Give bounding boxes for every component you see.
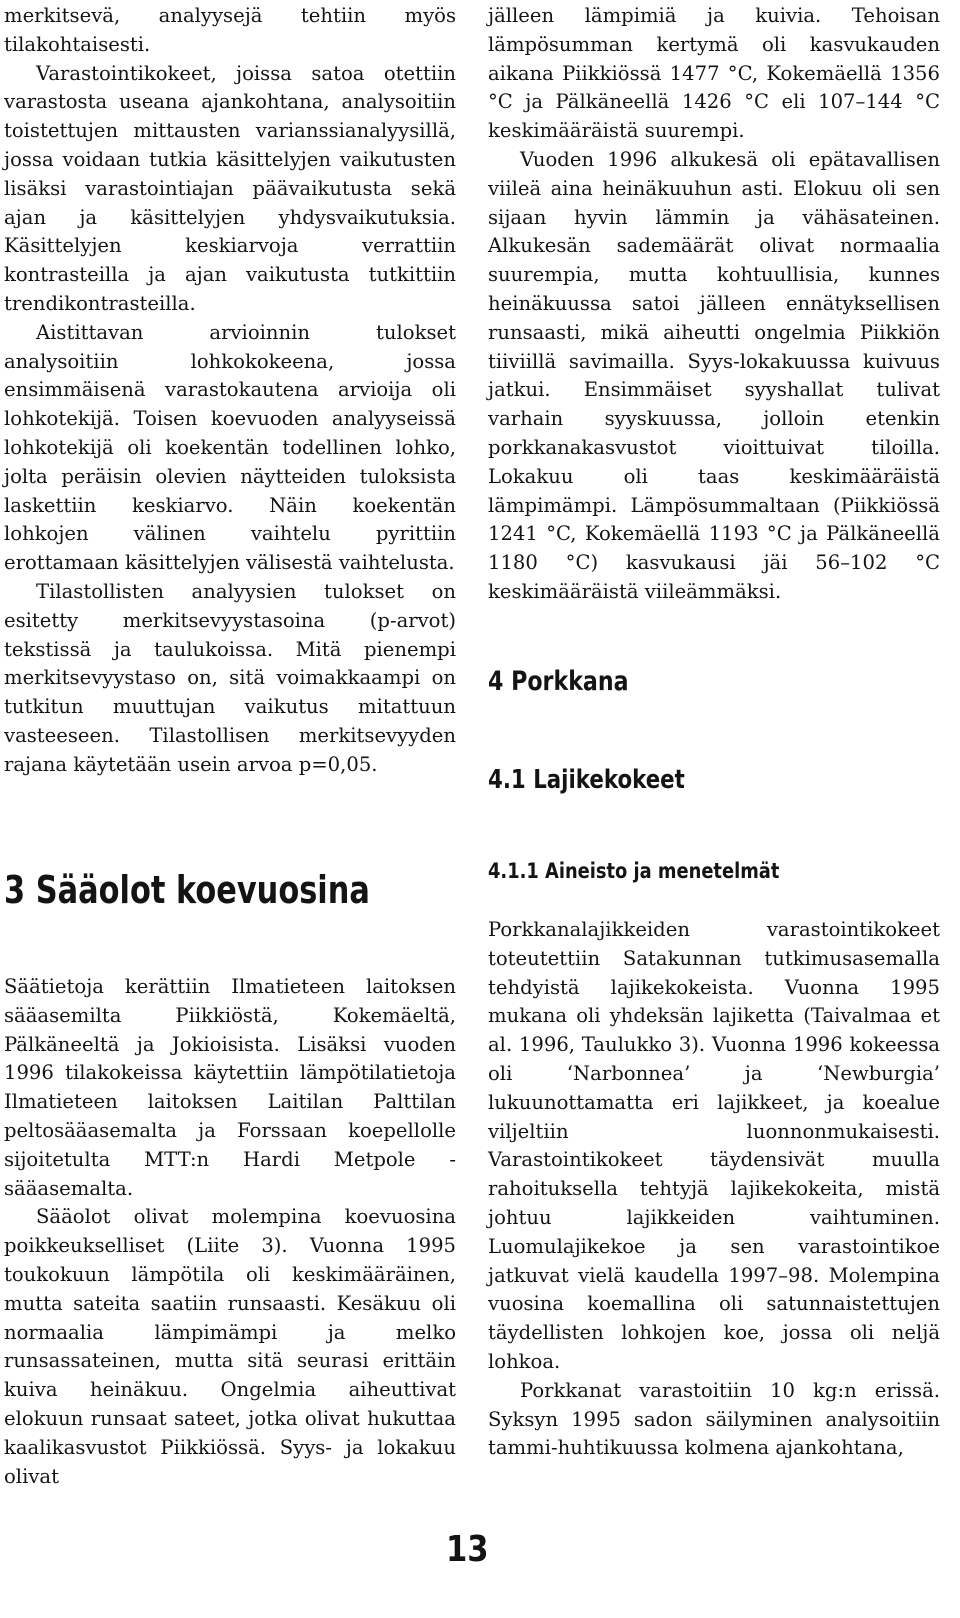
section-3-body [4,973,456,1491]
subsection-heading-4-1: 4.1 Lajikekokeet [488,765,685,795]
section-heading-3: 3 Sääolot koevuosina [4,868,370,912]
paragraph: Varastointikokeet, joissa satoa otettiin varastosta useana ajankohtana, analysoitiin toistettujen mittausten varianssianalyysillä, jossa voidaan tutkia käsittelyjen vaikutusten lisäksi varastointiajan päävaikutusta sekä ajan ja käsittelyjen yhdysvaikutuksia. Käsittelyjen keskiarvoja verrattiin kontrasteilla ja ajan vaikutusta tutkittiin trendikontrasteilla. [4,61,456,315]
paragraph: jälleen lämpimiä ja kuivia. Tehoisan lämpösumman kertymä oli kasvukauden aikana Piikkiössä 1477 °C, Kokemäellä 1356 °C ja Pälkäneellä 1426 °C eli 107–144 °C keskimääräistä suurempi. [488,4,940,143]
paragraph: Sääolot olivat molempina koevuosina poikkeukselliset (Liite 3). Vuonna 1995 toukokuun lämpötila oli keskimääräinen, mutta sateita saatiin runsaasti. Kesäkuu oli normaalia lämpimämpi ja melko runsassateinen, mutta sitä seurasi erittäin kuiva heinäkuu. Ongelmia aiheuttivat elokuun runsaat sateet, jotka olivat hukuttaa kaalikasvustot Piikkiössä. Syys- ja lokakuu olivat [4,1205,456,1488]
paragraph: Aistittavan arvioinnin tulokset analysoitiin lohkokokeena, jossa ensimmäisenä varastokautena arvioija oli lohkotekijä. Toisen koevuoden analyyseissä lohkotekijä oli koekentän todellinen lohko, jolta peräisin olevien näytteiden tuloksista laskettiin keskiarvo. Näin koekentän lohkojen välinen vaihtelu pyrittiin erottamaan käsittelyjen välisestä vaihtelusta. [4,320,456,575]
paragraph: Vuoden 1996 alkukesä oli epätavallisen viileä aina heinäkuuhun asti. Elokuu oli sen sijaan hyvin lämmin ja vähäsateinen. Alkukesän sademäärät olivat normaalia suurempia, mutta kohtuullisia, kunnes heinäkuussa satoi jälleen ennätyksellisen runsaasti, mikä aiheutti ongelmia Piikkiön tiiviillä savimailla. Syys-lokakuussa kuivuus jatkui. Ensimmäiset syyshallat tulivat varhain syyskuussa, jolloin etenkin porkkanakasvustot vioittuivat tiloilla. Lokakuu oli taas keskimääräistä lämpimämpi. Lämpösummaltaan (Piikkiössä 1241 °C, Kokemäellä 1193 °C ja Pälkäneellä 1180 °C) kasvukausi jäi 56–102 °C keskimääräistä viileämmäksi. [488,147,940,603]
paragraph: Säätietoja kerättiin Ilmatieteen laitoksen sääasemilta Piikkiöstä, Kokemäeltä, Pälkäneeltä ja Jokioisista. Lisäksi vuoden 1996 tilakokeissa käytettiin lämpötilatietoja Ilmatieteen laitoksen Laitilan Palttilan peltosääasemalta ja Forssaan koepellolle sijoitetulta MTT:n Hardi Metpole -sääasemalta. [4,975,456,1200]
paragraph: Porkkanalajikkeiden varastointikokeet toteutettiin Satakunnan tutkimusasemalla tehdyistä lajikekokeista. Vuonna 1995 mukana oli yhdeksän lajiketta (Taivalmaa et al. 1996, Taulukko 3). Vuonna 1996 kokeessa oli ‘Narbonnea’ ja ‘Newburgia’ lukuunottamatta eri lajikkeet, ja koealue viljeltiin luonnonmukaisesti. Varastointikokeet täydensivät muulla rahoituksella tehtyjä lajikekokeita, mistä johtuu lajikkeiden vaihtuminen. Luomulajikekoe ja sen varastointikoe jatkuvat vielä kaudella 1997–98. Molempina vuosina koemallina oli satunnaistettujen täydellisten lohkojen koe, jossa oli neljä lohkoa. [488,918,940,1373]
subsubsection-heading-4-1-1: 4.1.1 Aineisto ja menetelmät [488,859,780,883]
section-heading-4: 4 Porkkana [488,666,629,697]
left-column-upper [4,2,456,780]
right-column-upper [488,2,940,607]
page-number: 13 [446,1529,489,1570]
section-4-body [488,916,940,1463]
paragraph: Tilastollisten analyysien tulokset on esitetty merkitsevyystasoina (p-arvot) tekstissä ja taulukoissa. Mitä pienempi merkitsevyystaso on, sitä voimakkaampi on tutkitun muuttujan vaikutus mitattuun vasteeseen. Tilastollisen merkitsevyyden rajana käytetään usein arvoa p=0,05. [4,579,456,776]
paragraph: Porkkanat varastoitiin 10 kg:n erissä. Syksyn 1995 sadon säilyminen analysoitiin tammi-huhtikuussa kolmena ajankohtana, [488,1378,940,1460]
paragraph: merkitsevä, analyysejä tehtiin myös tilakohtaisesti. [4,4,456,56]
